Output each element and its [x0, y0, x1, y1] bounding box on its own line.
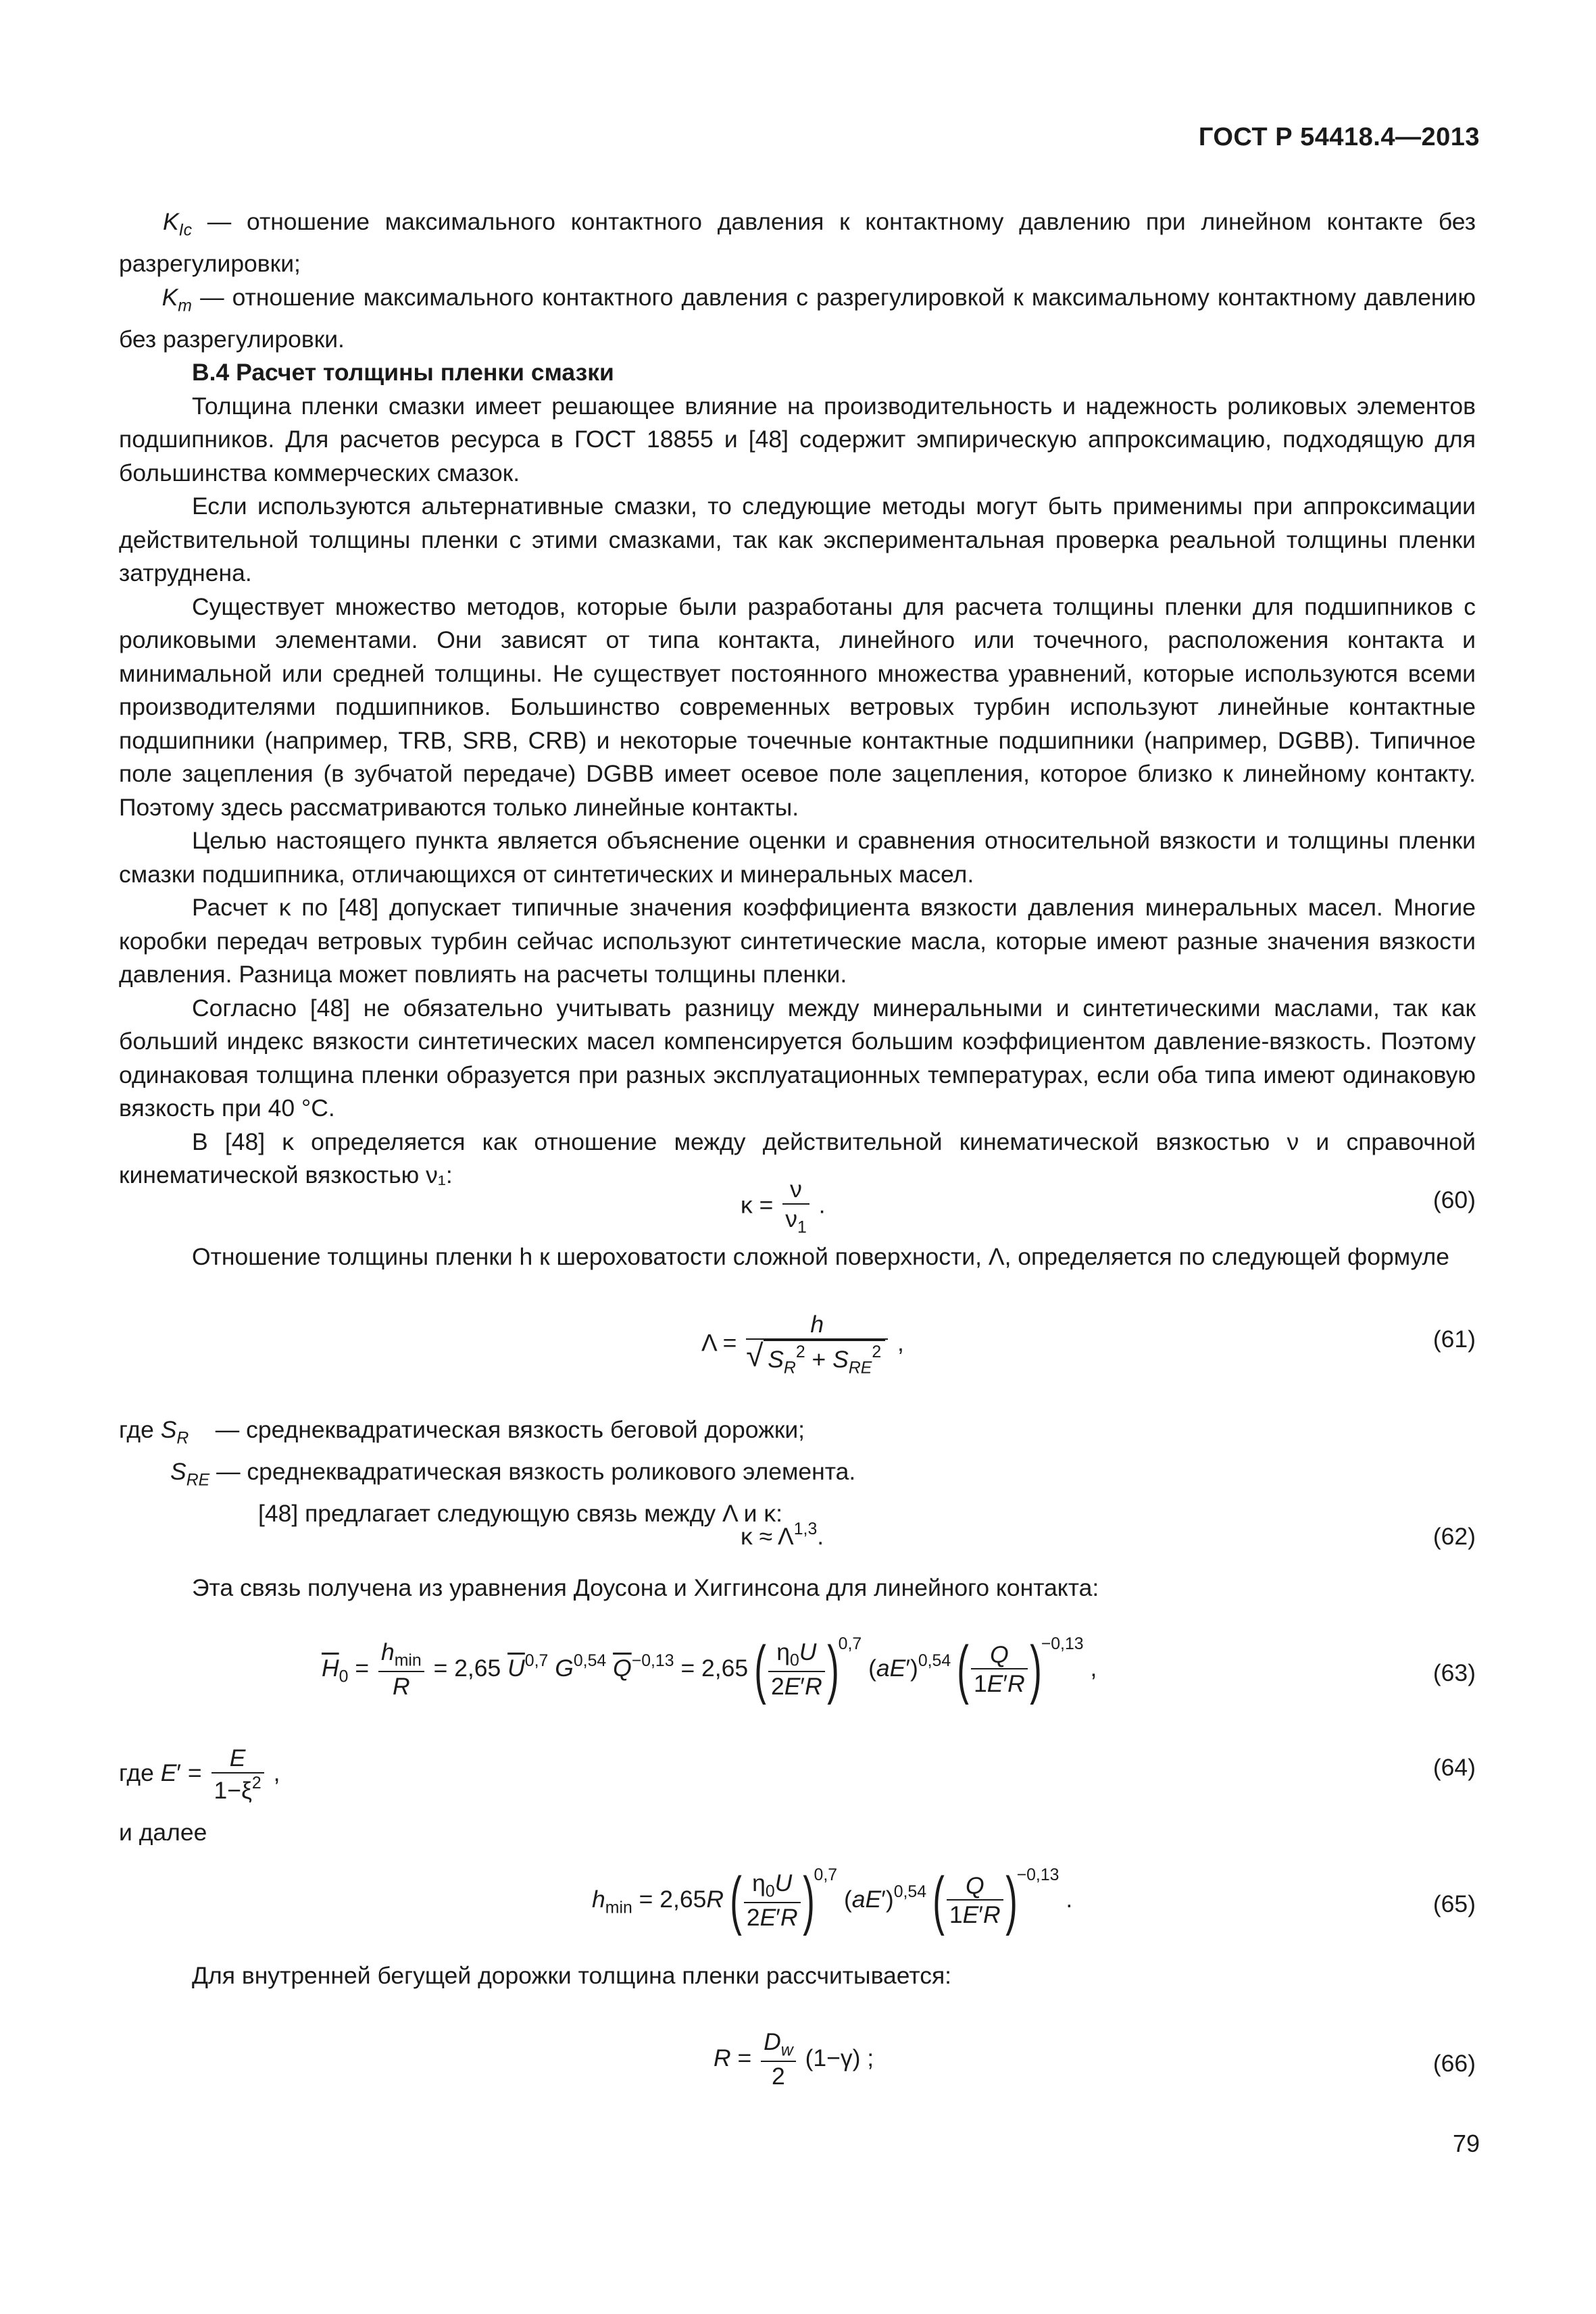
- formula-h0: $\overline{H}_0$ = $\frac{h_{min}}{R}$ = 2,65 $\overline{U}^{0,7}$ G$^{0,54}$ $\overline{Q}^{-0,13} = 2,65$ ( $\frac{\eta_0U}{2E'R}$ )$^{0,7}$ $(aE')^{0,54}$ ( $\frac{Q}{1E'R}$ )$^{-0,13}$ ,: [322, 1633, 1097, 1706]
- equation-64: [119, 1744, 1476, 1812]
- paragraph: Если используются альтернативные смазки, то следующие методы могут быть применимы при аппроксимации действительной толщины пленки с этими смазками, так как экспериментальная проверка реальной толщины пленки затруднена.: [119, 493, 1476, 587]
- paragraph: Эта связь получена из уравнения Доусона и Хиггинсона для линейного контакта:: [192, 1574, 1099, 1601]
- definitions-block: [119, 205, 1476, 1192]
- formula-r: R = $\frac{D_w}{2}$ (1−γ) ;: [714, 2028, 874, 2090]
- page-number: 79: [1452, 2130, 1480, 2157]
- paragraph: Отношение толщины пленки h к шероховатости сложной поверхности, Λ, определяется по следующей формуле: [192, 1243, 1449, 1270]
- and-further-block: [119, 1816, 1476, 1850]
- where-block: [119, 1413, 1476, 1531]
- formula-e-prime: где E′ = $\frac{E}{1-\xi^2}$ ,: [119, 1744, 280, 1804]
- ratio-paragraph-block: [119, 1240, 1476, 1274]
- document-id: ГОСТ Р 54418.4—2013: [1198, 123, 1480, 151]
- equation-number: (65): [1432, 1890, 1476, 1917]
- formula-hmin: $h_{min} = 2,65R$ ( $\frac{\eta_0U}{2E'R}$ )$^{0,7}$ $(aE')^{0,54}$ ( $\frac{Q}{1E'R}$ )$^{-0,13}$ .: [592, 1864, 1073, 1937]
- where-sre: $S_{RE}$ — среднеквадратическая вязкость роликового элемента.: [170, 1458, 856, 1490]
- equation-number: (64): [1432, 1754, 1476, 1781]
- paragraph: Для внутренней бегущей дорожки толщина пленки рассчитывается:: [192, 1962, 952, 1989]
- where-sr: где $S_R$ — среднеквадратическая вязкость беговой дорожки;: [119, 1416, 805, 1448]
- paragraph: Расчет κ по [48] допускает типичные значения коэффициента вязкости давления минеральных масел. Многие коробки передач ветровых турбин сейчас используют синтетические масла, которые имеют разные значения вязкости давления. Разница может повлиять на расчеты толщины пленки.: [119, 894, 1476, 988]
- equation-66: [119, 2028, 1476, 2103]
- equation-60: [119, 1176, 1476, 1237]
- equation-number: (61): [1432, 1326, 1476, 1353]
- formula-lambda: Λ = h √ $S_R^2 + S_{RE}^2$ ,: [701, 1311, 904, 1378]
- paragraph: Целью настоящего пункта является объяснение оценки и сравнения относительной вязкости и толщины пленки смазки подшипника, отличающихся от синтетических и минеральных масел.: [119, 827, 1476, 888]
- equation-number: (63): [1432, 1659, 1476, 1686]
- paragraph: В [48] κ определяется как отношение между действительной кинематической вязкостью ν и справочной кинематической вязкостью ν₁:: [119, 1128, 1476, 1189]
- formula-kappa-lambda: κ ≈ Λ$^{1,3}$.: [741, 1520, 824, 1550]
- derived-paragraph-block: [119, 1571, 1476, 1605]
- section-title: B.4 Расчет толщины пленки смазки: [192, 359, 614, 386]
- and-further-label: и далее: [119, 1819, 207, 1846]
- inner-race-paragraph-block: [119, 1959, 1476, 1993]
- paragraph: Существует множество методов, которые были разработаны для расчета толщины пленки для подшипников с роликовыми элементами. Они зависят от типа контакта, линейного или точечного, расположения контакта и минимальной или средней толщины. Не существует постоянного множества уравнений, которые используются всеми производителями подшипников. Большинство современных ветровых турбин используют линейные контактные подшипники (например, TRB, SRB, CRB) и некоторые точечные контактные подшипники (например, DGBB). Типичное поле зацепления (в зубчатой передаче) DGBB имеет осевое поле зацепления, которое близко к линейному контакту. Поэтому здесь рассматриваются только линейные контакты.: [119, 593, 1476, 821]
- equation-63: [119, 1635, 1476, 1723]
- paragraph: Согласно [48] не обязательно учитывать разницу между минеральными и синтетическими маслами, так как больший индекс вязкости синтетических масел компенсируется большим коэффициентом давление-вязкость. Поэтому одинаковая толщина пленки образуется при разных эксплуатационных температурах, если оба типа имеют одинаковую вязкость при 40 °C.: [119, 994, 1476, 1122]
- symbol-k: K: [162, 208, 179, 235]
- equation-62: [119, 1520, 1476, 1561]
- paragraph: Толщина пленки смазки имеет решающее влияние на производительность и надежность роликовых элементов подшипников. Для расчетов ресурса в ГОСТ 18855 и [48] содержит эмпирическую аппроксимацию, подходящую для большинства коммерческих смазок.: [119, 392, 1476, 486]
- equation-number: (62): [1432, 1523, 1476, 1550]
- reference-48-relation: [48] предлагает следующую связь между Λ и κ:: [258, 1500, 782, 1528]
- equation-number: (60): [1432, 1186, 1476, 1213]
- equation-61: [119, 1311, 1476, 1385]
- definition-km: $K_m$ — отношение максимального контактного давления с разрегулировкой к максимальному контактному давлению без разрегулировки.: [119, 283, 1476, 353]
- equation-65: [119, 1866, 1476, 1954]
- formula-kappa: κ = $\frac{\nu}{\nu_1}$ .: [741, 1176, 826, 1237]
- definition-kic: $K_{Ic}$ — отношение максимального контактного давления к контактному давлению при линейном контакте без разрегулировки;: [119, 208, 1476, 278]
- equation-number: (66): [1432, 2050, 1476, 2077]
